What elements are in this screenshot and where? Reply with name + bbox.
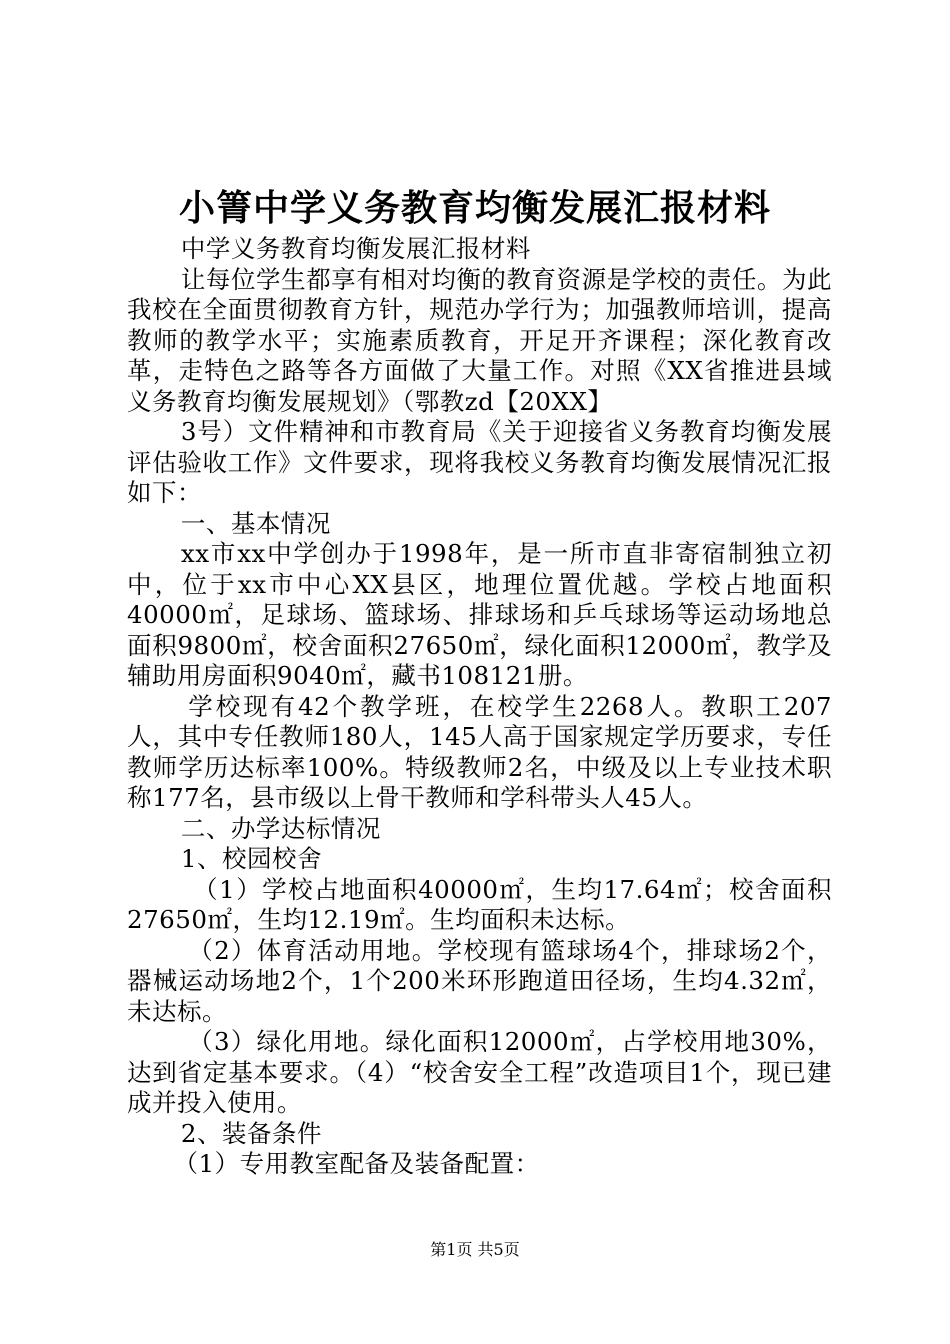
campus-area-paragraph: （1）学校占地面积40000㎡，生均17.64㎡；校舍面积27650㎡，生均12.19㎡。生均面积未达标。 [127, 874, 832, 934]
subsection-heading-equipment: 2、装备条件 [180, 1118, 322, 1148]
basic-info-paragraph: xx市xx中学创办于1998年，是一所市直非寄宿制独立初中，位于xx市中心XX县区，地理位置优越。学校占地面积40000㎡，足球场、篮球场、排球场和乒乓球场等运动场地总面积9800㎡，校舍面积27650㎡，绿化面积12000㎡，教学及辅助用房面积9040㎡，藏书108121册。 [127, 539, 832, 690]
intro-continuation-paragraph: 3号）文件精神和市教育局《关于迎接省义务教育均衡发展评估验收工作》文件要求，现将我校义务教育均衡发展情况汇报如下： [127, 417, 832, 507]
subtitle-paragraph: 中学义务教育均衡发展汇报材料 [180, 234, 531, 263]
staff-info-paragraph: 学校现有42个教学班，在校学生2268人。教职工207人，其中专任教师180人，145人高于国家规定学历要求，专任教师学历达标率100%。特级教师2名，中级及以上专业技术职称177名，县市级以上骨干教师和学科带头人45人。 [127, 691, 832, 812]
section-heading-standards: 二、办学达标情况 [180, 813, 381, 843]
section-heading-basic: 一、基本情况 [180, 508, 331, 538]
document-body [127, 234, 832, 1180]
intro-paragraph: 让每位学生都享有相对均衡的教育资源是学校的责任。为此我校在全面贯彻教育方针，规范办学行为；加强教师培训，提高教师的教学水平；实施素质教育，开足开齐课程；深化教育改革，走特色之路等各方面做了大量工作。对照《XX省推进县域义务教育均衡发展规划》（鄂教zd【20XX】 [127, 264, 832, 416]
page-footer: 第1页 共5页 [430, 1240, 520, 1259]
subsection-heading-campus: 1、校园校舍 [180, 844, 322, 873]
green-land-paragraph: （3）绿化用地。绿化面积12000㎡，占学校用地30%，达到省定基本要求。（4）“校舍安全工程”改造项目1个，现已建成并投入使用。 [127, 1027, 832, 1117]
equipment-item-paragraph: （1）专用教室配备及装备配置： [173, 1149, 540, 1178]
document-title: 小箐中学义务教育均衡发展汇报材料 [178, 187, 771, 229]
sports-land-paragraph: （2）体育活动用地。学校现有篮球场4个，排球场2个，器械运动场地2个，1个200米环形跑道田径场，生均4.32㎡，未达标。 [127, 935, 832, 1026]
